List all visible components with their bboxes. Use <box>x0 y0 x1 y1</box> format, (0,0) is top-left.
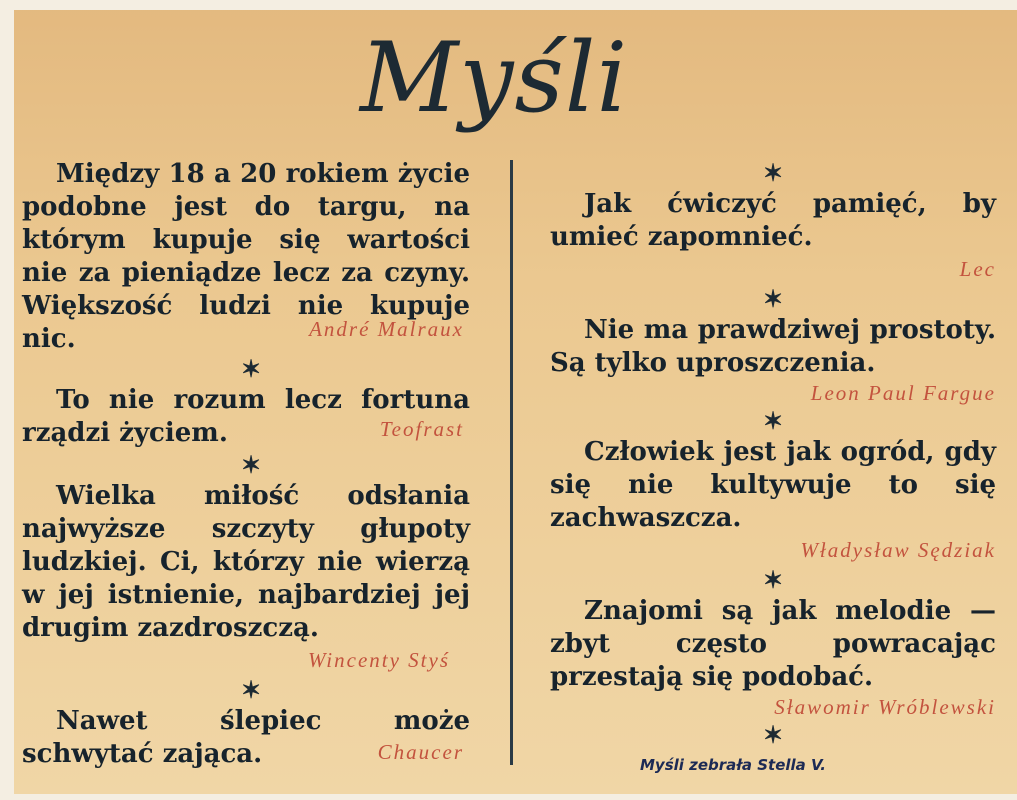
quote-text: To nie rozum lecz fortuna rządzi życiem. <box>22 385 470 448</box>
quote-author: Chaucer <box>377 740 464 764</box>
separator-star: ✶ <box>762 158 784 187</box>
quote-text: Nie ma prawdziwej prostoty. Są tylko uproszczenia. <box>550 315 996 378</box>
separator-star: ✶ <box>762 720 784 749</box>
quote-chaucer <box>22 705 470 771</box>
right-column <box>550 158 996 778</box>
separator-star: ✶ <box>762 284 784 313</box>
compiler-credit: Myśli zebrała Stella V. <box>639 756 826 774</box>
quote-text: Znajomi są jak melodie — zbyt często powracając przestają się podobać. <box>550 596 996 692</box>
separator-star: ✶ <box>762 565 784 594</box>
quote-text: Między 18 a 20 rokiem życie podobne jest do targu, na którym kupuje się wartości nie za pieniądze lecz za czyny. Większość ludzi nie kupuje nic. <box>22 159 470 354</box>
quote-lec <box>550 188 996 254</box>
quote-text: Jak ćwiczyć pamięć, by umieć zapomnieć. <box>550 189 996 252</box>
left-column <box>22 158 470 771</box>
quote-text: Człowiek jest jak ogród, gdy się nie kultywuje to się zachwaszcza. <box>550 437 996 533</box>
page-margin-left <box>0 0 14 800</box>
quote-author: Teofrast <box>379 417 464 441</box>
quote-author: Wincenty Styś <box>307 648 450 672</box>
quote-wroblewski <box>550 595 996 694</box>
separator-star: ✶ <box>762 406 784 435</box>
quote-author: André Malraux <box>309 317 464 341</box>
separator-star: ✶ <box>240 675 262 704</box>
separator-star: ✶ <box>240 450 262 479</box>
quote-teofrast <box>22 384 470 450</box>
quote-author: Leon Paul Fargue <box>810 381 996 405</box>
separator-star: ✶ <box>240 354 262 383</box>
column-divider <box>510 160 513 765</box>
page-title: Myśli <box>360 22 629 134</box>
quote-text: Wielka miłość odsłania najwyższe szczyty głupoty ludzkiej. Ci, którzy nie wierzą w jej istnienie, najbardziej jej drugim zazdroszczą. <box>22 481 470 643</box>
quote-text: Nawet ślepiec może schwytać zająca. <box>22 706 470 769</box>
quote-author: Sławomir Wróblewski <box>774 695 996 719</box>
quote-fargue <box>550 314 996 380</box>
quote-author: Lec <box>959 257 996 281</box>
quote-malraux <box>22 158 470 354</box>
quote-author: Władysław Sędziak <box>800 538 996 562</box>
page-margin-bottom <box>0 794 1017 800</box>
quote-sedziak <box>550 436 996 535</box>
quote-stys <box>22 480 470 645</box>
